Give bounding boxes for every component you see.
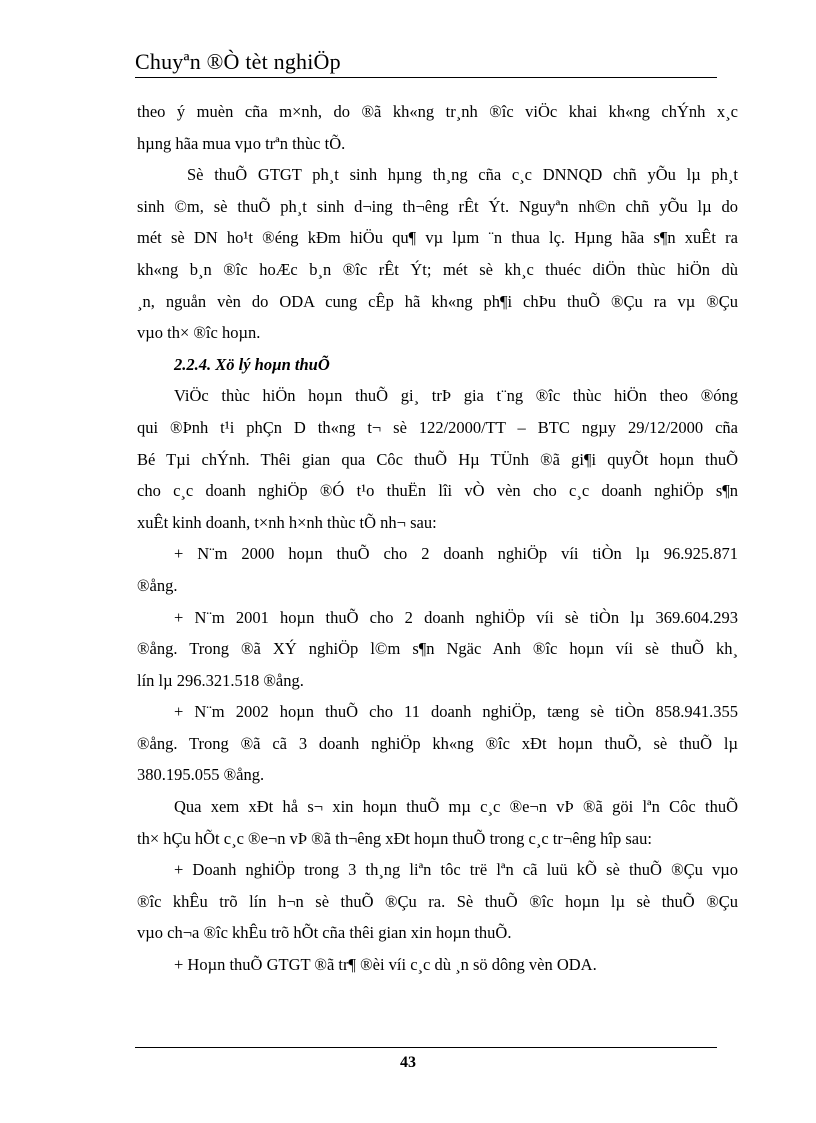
paragraph-line: xuÊt kinh doanh, t×nh h×nh thùc tÕ nh¬ sau: [137, 512, 437, 532]
paragraph-line: ®ång. [137, 575, 178, 595]
paragraph-line: ®ång. Trong ®ã cã 3 doanh nghiÖp kh«ng ®îc xÐt hoµn thuÕ, sè thuÕ lµ [137, 733, 738, 753]
document-body [137, 96, 738, 981]
paragraph-line: + N¨m 2001 hoµn thuÕ cho 2 doanh nghiÖp víi sè tiÒn lµ 369.604.293 [174, 607, 738, 627]
header-divider [135, 77, 717, 78]
paragraph-line: sinh ©m, sè thuÕ ph¸t sinh d¬ing th¬êng rÊt Ýt. Nguyªn nh©n chñ yÕu lµ do [137, 196, 738, 216]
paragraph-line: 380.195.055 ®ång. [137, 765, 265, 785]
paragraph-line: Bé Tµi chÝnh. Thêi gian qua Côc thuÕ Hµ TÜnh ®ã gi¶i quyÕt hoµn thuÕ [137, 449, 738, 469]
document-header-title: Chuyªn ®Ò tèt nghiÖp [135, 49, 341, 74]
paragraph-line: + Hoµn thuÕ GTGT ®ã tr¶ ®èi víi c¸c dù ¸n sö dông vèn ODA. [174, 955, 597, 975]
paragraph-line: ¸n, nguån vèn do ODA cung cÊp hã kh«ng ph¶i chÞu thuÕ ®Çu ra vµ ®Çu [137, 291, 738, 311]
paragraph-line: ®ång. Trong ®ã XÝ nghiÖp l©m s¶n Ngäc Anh ®îc hoµn víi sè thuÕ kh¸ [137, 639, 738, 659]
paragraph-line: vµo th× ®îc hoµn. [137, 323, 261, 343]
section-heading: 2.2.4. Xö lý hoµn thuÕ [174, 354, 330, 374]
footer-divider [135, 1047, 717, 1048]
paragraph-line: + N¨m 2002 hoµn thuÕ cho 11 doanh nghiÖp, tæng sè tiÒn 858.941.355 [174, 702, 738, 722]
paragraph-line: cho c¸c doanh nghiÖp ®Ó t¹o thuËn lîi vÒ vèn cho c¸c doanh nghiÖp s¶n [137, 481, 738, 501]
page-number: 43 [400, 1054, 416, 1071]
paragraph-line: Qua xem xÐt hå s¬ xin hoµn thuÕ mµ c¸c ®e¬n vÞ ®ã göi lªn Côc thuÕ [174, 797, 738, 817]
paragraph-line: ViÖc thùc hiÖn hoµn thuÕ gi¸ trÞ gia t¨ng ®îc thùc hiÖn theo ®óng [174, 386, 738, 406]
paragraph-line: vµo ch¬a ®îc khÊu trõ hÕt cña thêi gian xin hoµn thuÕ. [137, 923, 512, 943]
paragraph-line: + Doanh nghiÖp trong 3 th¸ng liªn tôc trë lªn cã luü kÕ sè thuÕ ®Çu vµo [174, 860, 738, 880]
paragraph-line: + N¨m 2000 hoµn thuÕ cho 2 doanh nghiÖp víi tiÒn lµ 96.925.871 [174, 544, 738, 564]
paragraph-line: th× hÇu hÕt c¸c ®e¬n vÞ ®ã th¬êng xÐt hoµn thuÕ trong c¸c tr¬êng hîp sau: [137, 828, 652, 848]
paragraph-line: hµng hãa mua vµo trªn thùc tÕ. [137, 133, 346, 153]
paragraph-line: theo ý muèn cña m×nh, do ®ã kh«ng tr¸nh ®îc viÖc khai kh«ng chÝnh x¸c [137, 102, 738, 121]
paragraph-line: kh«ng b¸n ®îc hoÆc b¸n ®îc rÊt Ýt; mét sè kh¸c thuéc diÖn thùc hiÖn dù [137, 259, 738, 279]
paragraph-line: lín lµ 296.321.518 ®ång. [137, 670, 304, 690]
paragraph-line: qui ®Þnh t¹i phÇn D th«ng t¬ sè 122/2000/TT – BTC ngµy 29/12/2000 cña [137, 417, 738, 437]
paragraph-line: ®îc khÊu trõ lín h¬n sè thuÕ ®Çu ra. Sè thuÕ ®îc hoµn lµ sè thuÕ ®Çu [137, 891, 738, 911]
paragraph-line: mét sè DN ho¹t ®éng kÐm hiÖu qu¶ vµ lµm ¨n thua lç. Hµng hãa s¶n xuÊt ra [137, 228, 738, 248]
paragraph-line: Sè thuÕ GTGT ph¸t sinh hµng th¸ng cña c¸c DNNQD chñ yÕu lµ ph¸t [187, 165, 738, 185]
